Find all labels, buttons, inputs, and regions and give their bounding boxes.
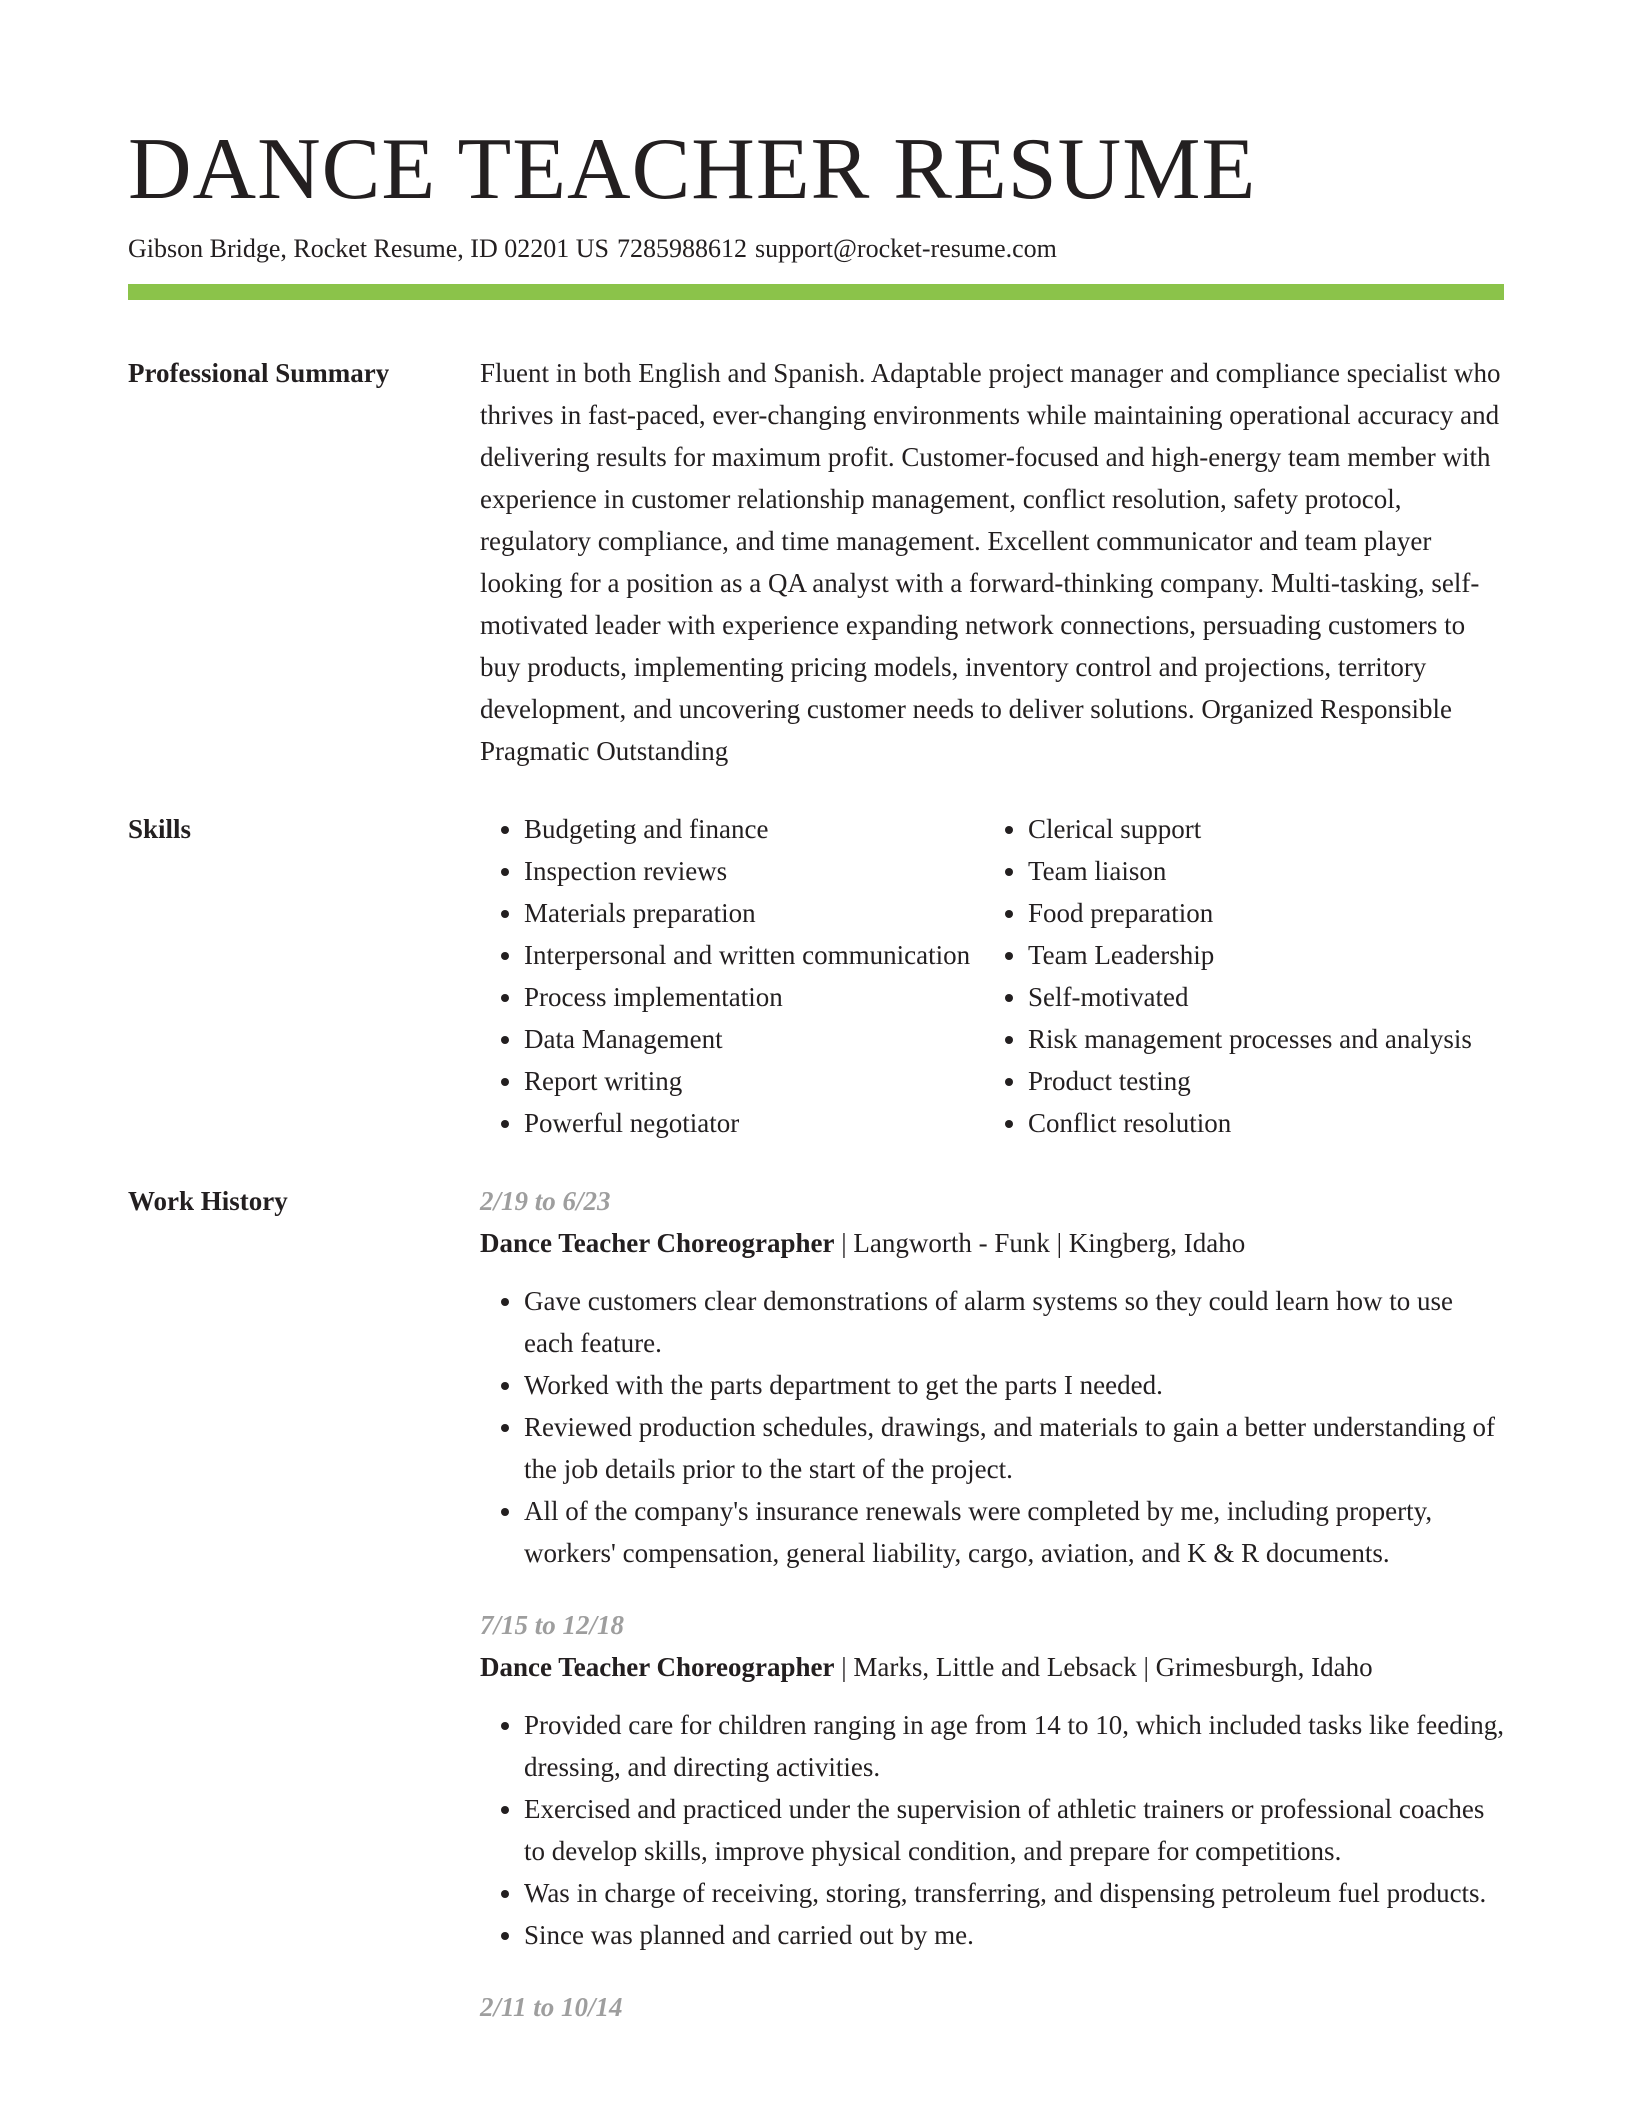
- skill-item: • Product testing: [1028, 1060, 1504, 1102]
- skills-section: [128, 808, 1504, 1144]
- job-entry: [480, 1604, 1504, 1956]
- summary-text: Fluent in both English and Spanish. Adaptable project manager and compliance specialist who thrives in fast-paced, ever-changing environments while maintaining operational accuracy and delivering results for maximum profit. Customer-focused and high-energy team member with experience in customer relationship management, conflict resolution, safety protocol, regulatory compliance, and time management. Excellent communicator and team player looking for a position as a QA analyst with a forward-thinking company. Multi-tasking, self-motivated leader with experience expanding network connections, persuading customers to buy products, implementing pricing models, inventory control and projections, territory development, and uncovering customer needs to deliver solutions. Organized Responsible Pragmatic Outstanding: [480, 358, 1501, 766]
- job-bullet: • Worked with the parts department to get the parts I needed.: [524, 1364, 1504, 1406]
- skills-list: [480, 808, 1504, 1144]
- contact-address: Gibson Bridge, Rocket Resume, ID 02201 US: [128, 234, 609, 263]
- job-title: Dance Teacher Choreographer: [480, 1652, 835, 1682]
- skill-item: • Clerical support: [1028, 808, 1504, 850]
- skill-item: • Team liaison: [1028, 850, 1504, 892]
- job-title: Dance Teacher Choreographer: [480, 1228, 835, 1258]
- job-bullet: • Was in charge of receiving, storing, transferring, and dispensing petroleum fuel products.: [524, 1872, 1504, 1914]
- job-bullet: • Gave customers clear demonstrations of alarm systems so they could learn how to use each feature.: [524, 1280, 1504, 1364]
- contact-email: support@rocket-resume.com: [754, 234, 1057, 263]
- job-entry: [480, 1180, 1504, 1574]
- skill-item: • Process implementation: [524, 976, 984, 1018]
- skills-column-right: [984, 808, 1504, 1144]
- skill-item: • Data Management: [524, 1018, 984, 1060]
- skills-column-left: [480, 808, 984, 1144]
- job-bullet: • All of the company's insurance renewals were completed by me, including property, workers' compensation, general liability, cargo, aviation, and K & R documents.: [524, 1490, 1504, 1574]
- job-employer-location: | Marks, Little and Lebsack | Grimesburgh, Idaho: [834, 1652, 1373, 1682]
- skill-item: • Report writing: [524, 1060, 984, 1102]
- job-bullets: [480, 1704, 1504, 1956]
- job-bullet: • Since was planned and carried out by me.: [524, 1914, 1504, 1956]
- skill-item: • Self-motivated: [1028, 976, 1504, 1018]
- resume-page: [128, 118, 1504, 2058]
- job-bullets: [480, 1280, 1504, 1574]
- job-dates: 2/11 to 10/14: [480, 1992, 623, 2022]
- contact-line: [128, 232, 1504, 266]
- job-employer-location: | Langworth - Funk | Kingberg, Idaho: [834, 1228, 1246, 1258]
- job-dates: 7/15 to 12/18: [480, 1610, 625, 1640]
- section-heading-summary: Professional Summary: [128, 358, 390, 388]
- skill-item: • Food preparation: [1028, 892, 1504, 934]
- professional-summary-section: [128, 352, 1504, 772]
- skill-item: • Powerful negotiator: [524, 1102, 984, 1144]
- skill-item: • Materials preparation: [524, 892, 984, 934]
- header-divider: [128, 284, 1504, 300]
- work-history-section: [128, 1180, 1504, 2058]
- section-heading-skills: Skills: [128, 814, 192, 844]
- job-bullet: • Provided care for children ranging in age from 14 to 10, which included tasks like feeding, dressing, and directing activities.: [524, 1704, 1504, 1788]
- skill-item: • Interpersonal and written communication: [524, 934, 984, 976]
- skill-item: • Team Leadership: [1028, 934, 1504, 976]
- job-heading: [480, 1222, 1504, 1264]
- skill-item: • Inspection reviews: [524, 850, 984, 892]
- job-bullet: • Exercised and practiced under the supervision of athletic trainers or professional coaches to develop skills, improve physical condition, and prepare for competitions.: [524, 1788, 1504, 1872]
- job-heading: [480, 1646, 1504, 1688]
- skill-item: • Conflict resolution: [1028, 1102, 1504, 1144]
- job-dates: 2/19 to 6/23: [480, 1186, 611, 1216]
- skill-item: • Budgeting and finance: [524, 808, 984, 850]
- skill-item: • Risk management processes and analysis: [1028, 1018, 1504, 1060]
- resume-title: DANCE TEACHER RESUME: [128, 121, 1257, 218]
- section-heading-work-history: Work History: [128, 1186, 288, 1216]
- job-bullet: • Reviewed production schedules, drawings, and materials to gain a better understanding of the job details prior to the start of the project.: [524, 1406, 1504, 1490]
- job-entry: [480, 1986, 1504, 2028]
- contact-phone: 7285988612: [616, 234, 747, 263]
